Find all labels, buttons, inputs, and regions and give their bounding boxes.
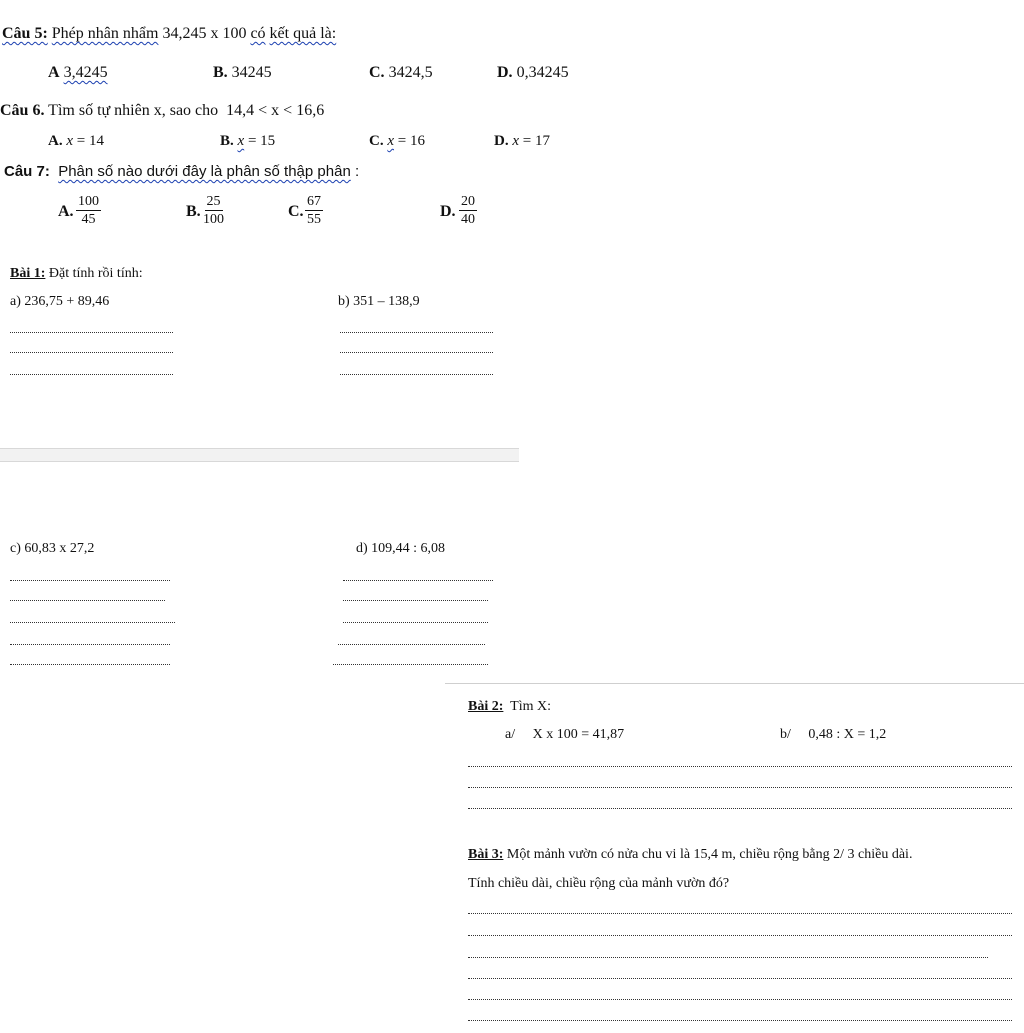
- answer-line[interactable]: [333, 664, 488, 665]
- answer-line[interactable]: [468, 787, 1012, 788]
- answer-line[interactable]: [468, 978, 1012, 979]
- answer-line[interactable]: [343, 622, 488, 623]
- answer-line[interactable]: [10, 664, 170, 665]
- answer-line[interactable]: [468, 999, 1012, 1000]
- divider: [445, 683, 1024, 684]
- q7-option-d-letter: D.: [440, 203, 456, 220]
- q5-option-c: C. 3424,5: [369, 64, 433, 81]
- q7-colon: :: [354, 163, 360, 180]
- q7-option-b-fraction: $\frac{25}{100}$: [203, 194, 224, 227]
- answer-line[interactable]: [468, 766, 1012, 767]
- answer-line[interactable]: [10, 580, 170, 581]
- q6-option-c: C. x = 16: [369, 133, 425, 149]
- exercise-1d: d) 109,44 : 6,08: [356, 541, 446, 556]
- answer-line[interactable]: [468, 808, 1012, 809]
- q7-option-b-letter: B.: [186, 203, 201, 220]
- exercise-1-heading: Bài 1: Đặt tính rồi tính:: [10, 266, 143, 281]
- exercise-3-line2: Tính chiều dài, chiều rộng của mảnh vườn đó?: [468, 876, 730, 891]
- exercise-2-heading: Bài 2: Tìm X:: [468, 699, 551, 714]
- answer-line[interactable]: [10, 644, 170, 645]
- q5-option-a: A 3,4245: [48, 64, 108, 81]
- answer-line[interactable]: [468, 935, 1012, 936]
- answer-line[interactable]: [340, 374, 493, 375]
- answer-line[interactable]: [343, 600, 488, 601]
- q6-text: Tìm số tự nhiên x, sao cho: [48, 102, 219, 119]
- q5-option-b: B. 34245: [213, 64, 272, 81]
- answer-line[interactable]: [10, 352, 173, 353]
- answer-line[interactable]: [468, 1020, 1012, 1021]
- q7-option-c-letter: C.: [288, 203, 304, 220]
- answer-line[interactable]: [10, 622, 175, 623]
- exercise-1c: c) 60,83 x 27,2: [10, 541, 95, 556]
- q5-option-d: D. 0,34245: [497, 64, 569, 81]
- q5-expr: 34,245 x 100: [162, 25, 247, 42]
- q5-tail1: có: [250, 25, 266, 42]
- q5-text: Phép nhân nhẩm: [51, 25, 159, 42]
- exercise-2a: a/ X x 100 = 41,87: [505, 727, 625, 742]
- q7-text: Phân số nào dưới đây là phân số thập phân: [58, 163, 351, 180]
- question-6: [0, 102, 324, 120]
- q7-option-a-fraction: $\frac{100}{45}$: [78, 194, 99, 227]
- q6-option-a: A. x = 14: [48, 133, 104, 149]
- page-separator: [0, 448, 519, 462]
- q5-label: Câu 5:: [2, 25, 48, 42]
- q6-label: Câu 6.: [0, 102, 45, 119]
- question-5: [2, 25, 336, 43]
- q6-option-d: D. x = 17: [494, 133, 550, 149]
- answer-line[interactable]: [343, 580, 493, 581]
- answer-line[interactable]: [338, 644, 485, 645]
- exercise-1a: a) 236,75 + 89,46: [10, 294, 110, 309]
- answer-line[interactable]: [340, 332, 493, 333]
- q6-condition: 14,4 < x < 16,6: [226, 102, 325, 119]
- question-7: [4, 163, 359, 180]
- answer-line[interactable]: [468, 913, 1012, 914]
- exercise-3-line1: Bài 3: Một mảnh vườn có nửa chu vi là 15,4 m, chiều rộng bằng 2/ 3 chiều dài.: [468, 847, 913, 862]
- q7-label: Câu 7:: [4, 163, 50, 180]
- q5-tail2: kết quả là:: [269, 25, 337, 42]
- answer-line[interactable]: [10, 600, 165, 601]
- answer-line[interactable]: [10, 374, 173, 375]
- exercise-1b: b) 351 – 138,9: [338, 294, 420, 309]
- exercise-2b: b/ 0,48 : X = 1,2: [780, 727, 887, 742]
- q7-option-c-fraction: $\frac{67}{55}$: [307, 194, 321, 227]
- q6-option-b: B. x = 15: [220, 133, 276, 149]
- answer-line[interactable]: [340, 352, 493, 353]
- answer-line[interactable]: [468, 957, 988, 958]
- q7-option-a-letter: A.: [58, 203, 74, 220]
- q7-option-d-fraction: $\frac{20}{40}$: [461, 194, 475, 227]
- answer-line[interactable]: [10, 332, 173, 333]
